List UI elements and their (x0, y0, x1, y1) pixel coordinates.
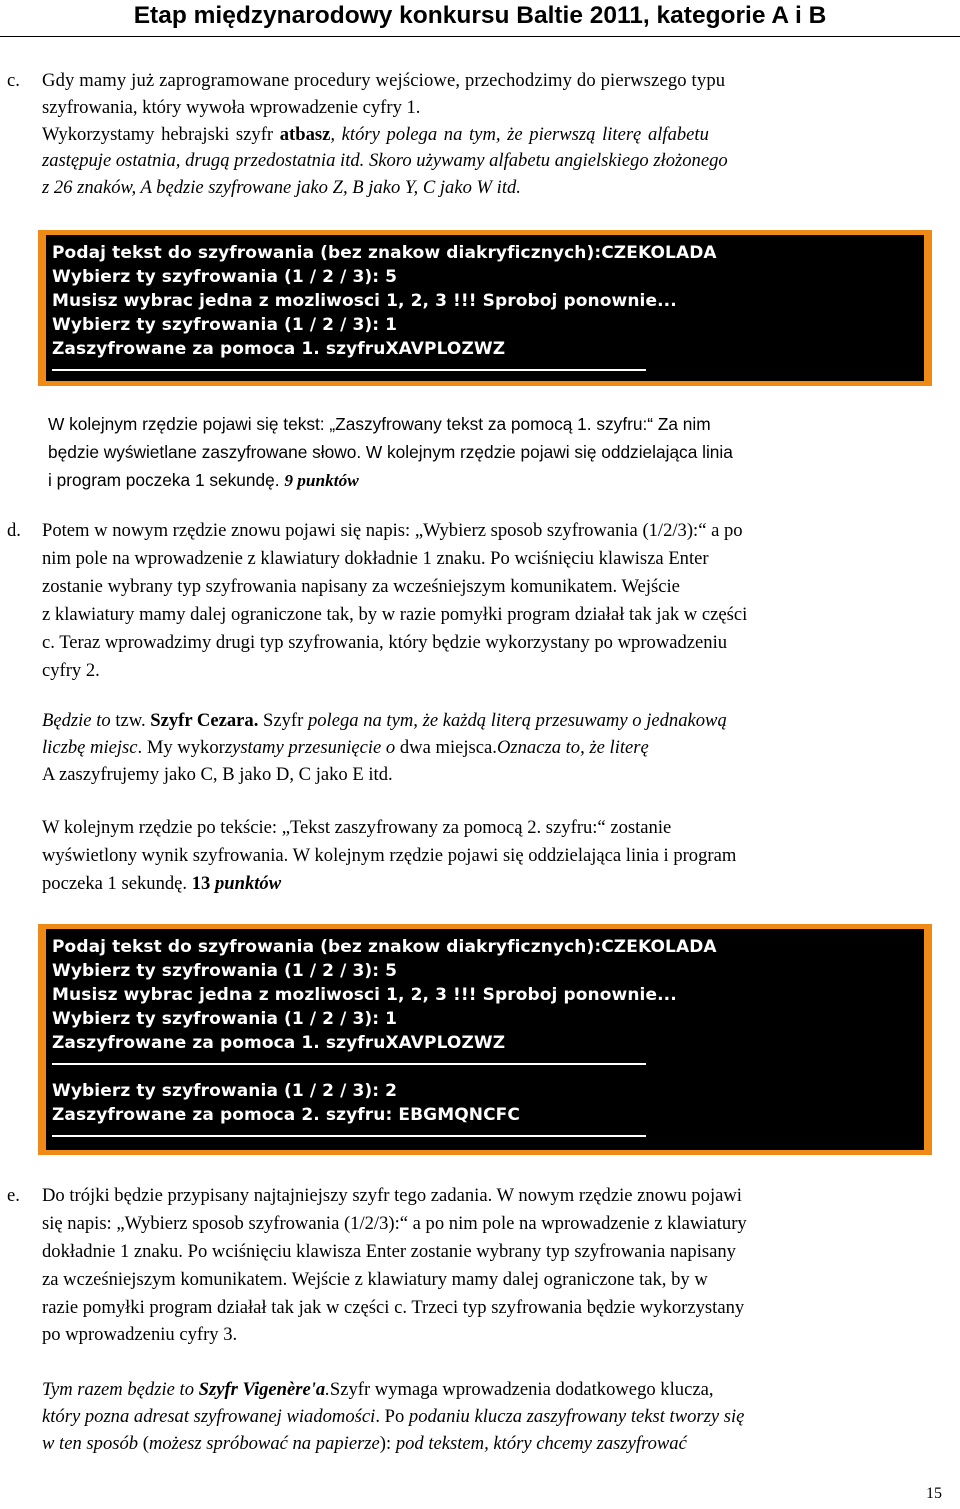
para-d2-line-2: liczbę miejsc. My wykorzystamy przesunięcie o dwa miejsca.Oznacza to, że literę (42, 737, 649, 758)
section-d-line-4: z klawiatury mamy dalej ograniczone tak, by w razie pomyłki program działał tak jak w części (42, 604, 748, 625)
section-e-line-1: Do trójki będzie przypisany najtajniejszy szyfr tego zadania. W nowym rzędzie znowu pojawi (42, 1185, 742, 1206)
section-e-line-6: po wprowadzeniu cyfry 3. (42, 1324, 238, 1345)
console-line: Wybierz ty szyfrowania (1 / 2 / 3): 1 (52, 1009, 398, 1029)
console-line: Zaszyfrowane za pomoca 1. szyfruXAVPLOZWZ (52, 1033, 506, 1053)
section-c-line-4: zastępuje ostatnia, drugą przedostatnia itd. Skoro używamy alfabetu angielskiego złożonego (42, 150, 728, 171)
page-number: 15 (926, 1485, 942, 1502)
section-c-line-1: Gdy mamy już zaprogramowane procedury wejściowe, przechodzimy do pierwszego typu (42, 70, 726, 91)
page-header-title: Etap międzynarodowy konkursu Baltie 2011, kategorie A i B (133, 2, 827, 29)
para-d3-line-3: poczeka 1 sekundę. 13 punktów (42, 873, 282, 894)
section-e-line-5: razie pomyłki program działał tak jak w części c. Trzeci typ szyfrowania będzie wykorzystany (42, 1297, 745, 1318)
para-e2-line-3: w ten sposób (możesz spróbować na papierze): pod tekstem, który chcemy zaszyfrować (42, 1433, 687, 1454)
console-separator-line (52, 1135, 646, 1137)
para-d3-line-1: W kolejnym rzędzie po tekście: „Tekst zaszyfrowany za pomocą 2. szyfru:“ zostanie (42, 817, 672, 838)
section-c-line-5: z 26 znaków, A będzie szyfrowane jako Z, B jako Y, C jako W itd. (42, 177, 521, 198)
console-output-2 (38, 924, 932, 1155)
section-e-line-4: za wcześniejszym komunikatem. Wejście z klawiatury mamy dalej ograniczone tak, by w (42, 1269, 708, 1290)
console-line: Wybierz ty szyfrowania (1 / 2 / 3): 5 (52, 961, 398, 981)
console-line: Zaszyfrowane za pomoca 2. szyfru: EBGMQNCFC (52, 1105, 520, 1125)
section-e-label: e. (7, 1185, 20, 1206)
console-output-1 (38, 230, 932, 386)
section-d-line-5: c. Teraz wprowadzimy drugi typ szyfrowania, który będzie wykorzystany po wprowadzeniu (42, 632, 728, 653)
console-line: Wybierz ty szyfrowania (1 / 2 / 3): 1 (52, 315, 398, 335)
section-d-line-6: cyfry 2. (42, 660, 100, 681)
section-d-line-1: Potem w nowym rzędzie znowu pojawi się napis: „Wybierz sposob szyfrowania (1/2/3):“ a po (42, 520, 743, 541)
para-d2-line-3: A zaszyfrujemy jako C, B jako D, C jako E itd. (42, 764, 393, 785)
section-c-label: c. (7, 70, 20, 91)
section-c-line-2: szyfrowania, który wywoła wprowadzenie cyfry 1. (42, 97, 421, 118)
console-line: Wybierz ty szyfrowania (1 / 2 / 3): 2 (52, 1081, 398, 1101)
para-d2-line-1: Będzie to tzw. Szyfr Cezara. Szyfr polega na tym, że każdą literą przesuwamy o jednakową (42, 710, 727, 731)
para-e2-line-1: Tym razem będzie to Szyfr Vigenère'a.Szyfr wymaga wprowadzenia dodatkowego klucza, (42, 1379, 714, 1400)
header-divider (0, 36, 960, 37)
section-d-line-2: nim pole na wprowadzenie z klawiatury dokładnie 1 znaku. Po wciśnięciu klawisza Enter (42, 548, 709, 569)
console-separator-line (52, 1063, 646, 1065)
console-line: Podaj tekst do szyfrowania (bez znakow diakryficznych):CZEKOLADA (52, 937, 717, 957)
section-e-line-2: się napis: „Wybierz sposob szyfrowania (1/2/3):“ a po nim pole na wprowadzenie z klawiatury (42, 1213, 747, 1234)
console-line: Podaj tekst do szyfrowania (bez znakow diakryficznych):CZEKOLADA (52, 243, 717, 263)
console-line: Musisz wybrac jedna z mozliwosci 1, 2, 3 !!! Sproboj ponownie... (52, 291, 677, 311)
console-line: Musisz wybrac jedna z mozliwosci 1, 2, 3 !!! Sproboj ponownie... (52, 985, 677, 1005)
section-c-line-3: Wykorzystamy hebrajski szyfr atbasz, który polega na tym, że pierwszą literę alfabetu (42, 124, 709, 145)
console-separator-line (52, 369, 646, 371)
console-line: Zaszyfrowane za pomoca 1. szyfruXAVPLOZWZ (52, 339, 506, 359)
section-d-line-3: zostanie wybrany typ szyfrowania napisany za wcześniejszym komunikatem. Wejście (42, 576, 680, 597)
para-c2-line-3: i program poczeka 1 sekundę. 9 punktów (48, 470, 359, 490)
para-d3-line-2: wyświetlony wynik szyfrowania. W kolejnym rzędzie pojawi się oddzielająca linia i program (42, 845, 737, 866)
section-d-label: d. (7, 520, 21, 541)
para-e2-line-2: który pozna adresat szyfrowanej wiadomości. Po podaniu klucza zaszyfrowany tekst tworzy się (42, 1406, 745, 1427)
para-c2-line-1: W kolejnym rzędzie pojawi się tekst: „Zaszyfrowany tekst za pomocą 1. szyfru:“ Za nim (48, 414, 711, 434)
console-line: Wybierz ty szyfrowania (1 / 2 / 3): 5 (52, 267, 398, 287)
para-c2-line-2: będzie wyświetlane zaszyfrowane słowo. W kolejnym rzędzie pojawi się oddzielająca linia (48, 442, 733, 462)
section-e-line-3: dokładnie 1 znaku. Po wciśnięciu klawisza Enter zostanie wybrany typ szyfrowania napisany (42, 1241, 736, 1262)
